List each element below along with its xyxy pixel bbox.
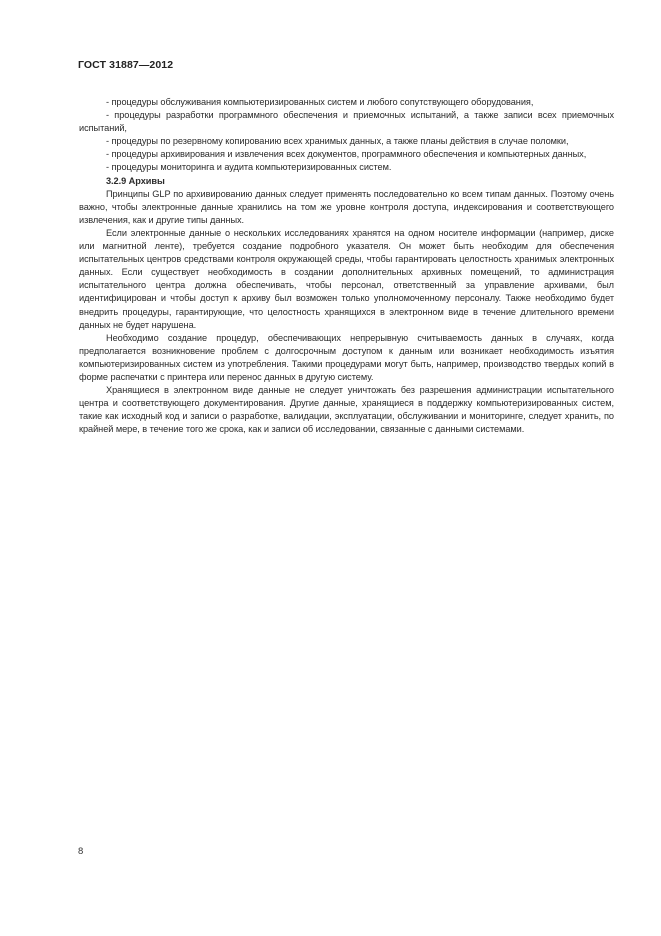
list-item: - процедуры обслуживания компьютеризированных систем и любого сопутствующего оборудования, [106, 97, 534, 107]
list-item: - процедуры по резервному копированию всех хранимых данных, а также планы действия в случае поломки, [106, 136, 569, 147]
section-heading: 3.2.9 Архивы [106, 175, 165, 186]
list-item: - процедуры разработки программного обеспечения и приемочных испытаний, а также записи всех приемочных испытаний, [79, 110, 614, 134]
document-body [79, 96, 614, 436]
list-item: - процедуры мониторинга и аудита компьютеризированных систем. [106, 162, 392, 173]
paragraph: Необходимо создание процедур, обеспечивающих непрерывную считываемость данных в случаях, когда предполагается возникновение проблем с долгосрочным доступом к данным или возникает необходимость изъятия компьютеризированных систем из употребления. Такими процедурами могут быть, например, производство твердых копий в форме распечатки с принтера или перенос данных в другую систему. [79, 332, 614, 382]
page-number: 8 [78, 846, 84, 857]
document-header: ГОСТ 31887—2012 [78, 59, 174, 71]
list-item: - процедуры архивирования и извлечения всех документов, программного обеспечения и компьютерных данных, [106, 149, 587, 160]
paragraph: Хранящиеся в электронном виде данные не следует уничтожать без разрешения администрации испытательного центра и соответствующего документирования. Другие данные, хранящиеся в поддержку компьютеризированных систем, такие как исходный код и записи о разработке, валидации, эксплуатации, обслуживании и мониторинге, следует хранить, по крайней мере, в течение того же срока, как и записи об исследовании, связанные с данными системами. [79, 385, 614, 435]
paragraph: Принципы GLP по архивированию данных следует применять последовательно ко всем типам данных. Поэтому очень важно, чтобы электронные данные хранились на том же уровне контроля доступа, индексирования и соответствующего извлечения, как и другие типы данных. [79, 188, 614, 225]
paragraph: Если электронные данные о нескольких исследованиях хранятся на одном носителе информации (например, диске или магнитной ленте), требуется создание подробного указателя. Он может быть необходим для обеспечения испытательных центров средствами контроля окружающей среды, чтобы гарантировать целостность хранимых электронных данных. Если существует необходимость в создании дополнительных архивных помещений, то администрация испытательного центра должна обеспечивать, чтобы персонал, ответственный за управление архивами, был идентифицирован и чтобы доступ к архиву был возможен только уполномоченному персоналу. Также необходимо будет внедрить процедуры, гарантирующие, что целостность хранящихся в электронном виде в течение длительного времени данных не будет нарушена. [79, 227, 614, 330]
